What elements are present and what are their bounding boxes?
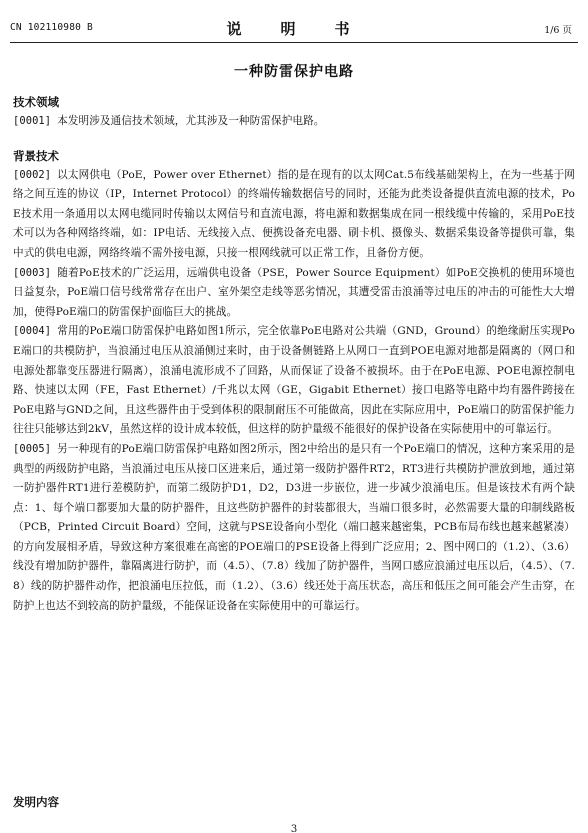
paragraph-0005 [13, 440, 575, 616]
paragraph-text: 随着PoE技术的广泛运用，远端供电设备（PSE，Power Source Equipment）如PoE交换机的使用环境也日益复杂，PoE端口信号线常常存在出户、室外架空走线等恶劣情况，其遭受雷击浪涌等过电压的冲击的可能性大大增加，使得PoE端口的防雷保护面临巨大的挑战。 [13, 266, 575, 318]
paragraph-text: 另一种现有的PoE端口防雷保护电路如图2所示，图2中给出的是只有一个PoE端口的情况，这种方案采用的是典型的两级防护电路，当浪涌过电压从接口区进来后，通过第一级防护器件RT2，RT3进行共模防护泄放到地，通过第一防护器件RT1进行差模防护，而第二级防护D1，D2，D3进一步嵌位，进一步减少浪涌电压。但是该技术有两个缺点：1、每个端口都要加大量的防护器件，且这些防护器件的封装都很大，当端口很多时，必然需要大量的印制线路板（PCB，Printed Circuit Board）空间，这就与PSE设备向小型化（端口越来越密集，PCB布局布线也越来越紧凑）的方向发展相矛盾，导致这种方案很难在高密的POE端口的PSE设备上得到广泛应用；2、图中网口的（1.2）、（3.6）线没有增加防护器件，靠隔离进行防护，而（4.5）、（7.8）线加了防护器件，当网口感应浪涌过电压以后，（4.5）、（7.8）线的防护器件动作，把浪涌电压拉低，而（1.2）、（3.6）线还处于高压状态，高压和低压之间可能会产生击穿，在防护上也达不到较高的防护量级，不能保证设备在实际使用中的可靠运行。 [13, 442, 575, 612]
paragraph-number: [0003] [13, 266, 52, 279]
page-number: 3 [290, 824, 298, 833]
paragraph-text: 本发明涉及通信技术领域，尤其涉及一种防雷保护电路。 [57, 115, 325, 127]
paragraph-text: 以太网供电（PoE，Power over Ethernet）指的是在现有的以太网Cat.5布线基础架构上，在为一些基于网络之间互连的协议（IP，Internet Protocol）的终端传输数据信号的同时，还能为此类设备提供直流电源的技术，PoE技术用一条通用以太网电缆同时传输以太网信号和直流电源，将电源和数据集成在同一根线缆中传输的，采用PoE技术可以为各种网络终端，如：IP电话、无线接入点、便携设备充电器、刷卡机、摄像头、数据采集设备等提供可靠，集中式的供电电源，网络终端不需外接电源，只接一根网线就可以正常工作，且备份方便。 [13, 168, 575, 259]
document-type: 说 明 书 [226, 20, 362, 38]
section-heading-background: 背景技术 [13, 148, 59, 163]
page-indicator: 1/6 页 [544, 25, 572, 36]
document-body [13, 93, 575, 616]
paragraph-0002 [13, 166, 575, 264]
paragraph-text: 常用的PoE端口防雷保护电路如图1所示，完全依靠PoE电路对公共端（GND，Ground）的绝缘耐压实现PoE端口的共模防护，当浪涌过电压从浪涌侧过来时，由于设备侧链路上从网口一直到POE电源对地都是隔离的（网口和电源处都靠变压器进行隔离），浪涌电流形成不了回路，从而保证了设备不被损坏。由于在PoE电源、POE电源控制电路、快速以太网（FE，Fast Ethernet）/千兆以太网（GE，Gigabit Ethernet）接口电路等电路中均有器件跨接在PoE电路与GND之间，且这些器件由于受到体积的限制耐压不可能做高，因此在实际应用中，PoE端口的防雷保护能力往往只能够达到2kV，虽然这样的设计成本较低，但这样的防护量级不能很好的保护设备在实际使用中的可靠运行。 [13, 325, 575, 436]
section-heading-technical-field: 技术领域 [13, 95, 59, 109]
paragraph-number: [0004] [13, 325, 52, 338]
page-header [10, 0, 578, 42]
header-rule [10, 42, 578, 43]
paragraph-0004 [13, 322, 575, 440]
publication-number: CN 102110980 B [10, 22, 93, 33]
paragraph-0001 [13, 112, 575, 132]
document-title: 一种防雷保护电路 [234, 64, 354, 80]
paragraph-number: [0005] [13, 442, 52, 455]
section-heading-summary: 发明内容 [13, 795, 59, 809]
paragraph-0003 [13, 264, 575, 323]
paragraph-number: [0002] [13, 168, 52, 181]
paragraph-number: [0001] [13, 115, 52, 127]
